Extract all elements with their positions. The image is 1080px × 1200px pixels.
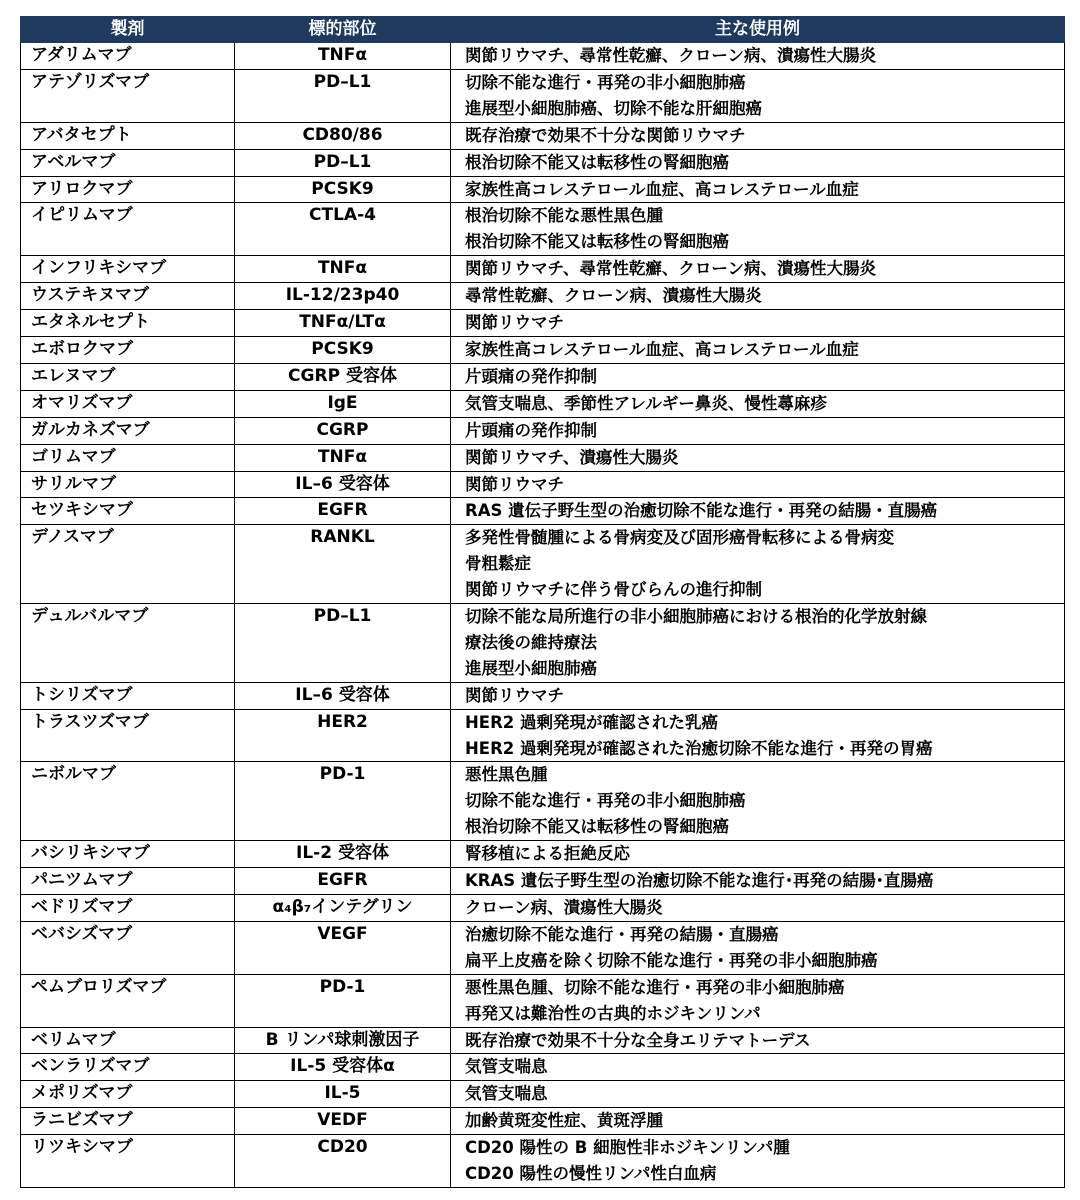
target-cell: PD-1 bbox=[235, 974, 451, 1027]
uses-cell bbox=[451, 417, 1065, 444]
drug-table bbox=[20, 16, 1065, 1188]
use-line: 関節リウマチ、尋常性乾癬、クローン病、潰瘍性大腸炎 bbox=[465, 46, 877, 65]
table-row bbox=[21, 390, 1065, 417]
drug-name-cell: ベンラリズマブ bbox=[21, 1054, 235, 1081]
drug-name-cell: ベドリズマブ bbox=[21, 895, 235, 922]
use-line: 悪性黒色腫、切除不能な進行・再発の非小細胞肺癌 bbox=[465, 977, 845, 997]
drug-name-cell: ウステキヌマブ bbox=[21, 283, 235, 310]
table-row bbox=[21, 1054, 1065, 1081]
uses-cell bbox=[451, 604, 1065, 683]
table-row bbox=[21, 868, 1065, 895]
table-row bbox=[21, 310, 1065, 337]
use-line: 気管支喘息 bbox=[465, 1084, 548, 1104]
drug-name-cell: デノスマブ bbox=[21, 525, 235, 604]
target-cell: PD–L1 bbox=[235, 69, 451, 122]
uses-cell bbox=[451, 1081, 1065, 1108]
drug-name-cell: サリルマブ bbox=[21, 471, 235, 498]
table-row bbox=[21, 203, 1065, 256]
table-row bbox=[21, 444, 1065, 471]
target-cell: VEGF bbox=[235, 921, 451, 974]
table-row bbox=[21, 682, 1065, 709]
uses-cell bbox=[451, 921, 1065, 974]
use-line: 片頭痛の発作抑制 bbox=[465, 366, 597, 386]
table-row bbox=[21, 283, 1065, 310]
uses-cell bbox=[451, 363, 1065, 390]
table-row bbox=[21, 122, 1065, 149]
table-row bbox=[21, 498, 1065, 525]
use-line: 気管支喘息、季節性アレルギー鼻炎、慢性蕁麻疹 bbox=[465, 393, 827, 413]
use-line: KRAS 遺伝子野生型の治癒切除不能な進行･再発の結腸･直腸癌 bbox=[465, 871, 934, 891]
target-cell: CGRP bbox=[235, 417, 451, 444]
use-line: 腎移植による拒絶反応 bbox=[465, 844, 630, 864]
uses-cell bbox=[451, 203, 1065, 256]
use-line: 進展型小細胞肺癌 bbox=[465, 658, 597, 678]
target-cell: EGFR bbox=[235, 498, 451, 525]
drug-name-cell: アベルマブ bbox=[21, 149, 235, 176]
table-row bbox=[21, 69, 1065, 122]
drug-name-cell: エレヌマブ bbox=[21, 363, 235, 390]
use-line: クローン病、潰瘍性大腸炎 bbox=[465, 898, 663, 917]
use-line: 切除不能な進行・再発の非小細胞肺癌 bbox=[465, 791, 746, 811]
use-line: HER2 過剰発現が確認された乳癌 bbox=[465, 712, 719, 732]
table-row bbox=[21, 363, 1065, 390]
drug-name-cell: セツキシマブ bbox=[21, 498, 235, 525]
target-cell: IL-12/23p40 bbox=[235, 283, 451, 310]
uses-cell bbox=[451, 283, 1065, 310]
target-cell: IL–6 受容体 bbox=[235, 471, 451, 498]
target-cell: EGFR bbox=[235, 868, 451, 895]
header-drug: 製剤 bbox=[21, 17, 235, 43]
table-row bbox=[21, 841, 1065, 868]
target-cell: CTLA-4 bbox=[235, 203, 451, 256]
use-line: 扁平上皮癌を除く切除不能な進行・再発の非小細胞肺癌 bbox=[465, 950, 878, 970]
uses-cell bbox=[451, 390, 1065, 417]
uses-cell bbox=[451, 868, 1065, 895]
target-cell: IL-2 受容体 bbox=[235, 841, 451, 868]
target-cell: B リンパ球刺激因子 bbox=[235, 1027, 451, 1054]
table-row bbox=[21, 149, 1065, 176]
use-line: 既存治療で効果不十分な全身エリテマトーデス bbox=[465, 1030, 811, 1050]
target-cell: IL-5 bbox=[235, 1081, 451, 1108]
target-cell: PD–L1 bbox=[235, 604, 451, 683]
table-header-row bbox=[21, 17, 1065, 43]
drug-name-cell: アテゾリズマブ bbox=[21, 69, 235, 122]
target-cell: PD-1 bbox=[235, 762, 451, 841]
table-row bbox=[21, 256, 1065, 283]
use-line: 切除不能な進行・再発の非小細胞肺癌 bbox=[465, 72, 746, 92]
target-cell: CD80/86 bbox=[235, 122, 451, 149]
drug-name-cell: ニボルマブ bbox=[21, 762, 235, 841]
use-line: 根治切除不能又は転移性の腎細胞癌 bbox=[465, 232, 729, 252]
table-row bbox=[21, 974, 1065, 1027]
drug-name-cell: ラニビズマブ bbox=[21, 1108, 235, 1135]
use-line: 加齢黄斑変性症、黄斑浮腫 bbox=[465, 1111, 663, 1131]
use-line: 悪性黒色腫 bbox=[465, 765, 548, 785]
table-row bbox=[21, 1081, 1065, 1108]
use-line: 関節リウマチ、尋常性乾癬、クローン病、潰瘍性大腸炎 bbox=[465, 259, 877, 279]
uses-cell bbox=[451, 841, 1065, 868]
uses-cell bbox=[451, 336, 1065, 363]
drug-name-cell: インフリキシマブ bbox=[21, 256, 235, 283]
use-line: 既存治療で効果不十分な関節リウマチ bbox=[465, 125, 746, 145]
drug-name-cell: エボロクマブ bbox=[21, 336, 235, 363]
target-cell: CGRP 受容体 bbox=[235, 363, 451, 390]
use-line: 関節リウマチに伴う骨びらんの進行抑制 bbox=[465, 580, 762, 600]
drug-name-cell: アバタセプト bbox=[21, 122, 235, 149]
uses-cell bbox=[451, 498, 1065, 525]
uses-cell bbox=[451, 444, 1065, 471]
use-line: 片頭痛の発作抑制 bbox=[465, 420, 597, 440]
drug-name-cell: オマリズマブ bbox=[21, 390, 235, 417]
uses-cell bbox=[451, 1054, 1065, 1081]
use-line: RAS 遺伝子野生型の治癒切除不能な進行・再発の結腸・直腸癌 bbox=[465, 501, 938, 521]
use-line: 尋常性乾癬、クローン病、潰瘍性大腸炎 bbox=[465, 286, 762, 306]
use-line: 家族性高コレステロール血症、高コレステロール血症 bbox=[465, 179, 859, 199]
uses-cell bbox=[451, 69, 1065, 122]
uses-cell bbox=[451, 1135, 1065, 1188]
use-line: 根治切除不能又は転移性の腎細胞癌 bbox=[465, 817, 729, 837]
table-row bbox=[21, 604, 1065, 683]
target-cell: α₄β₇インテグリン bbox=[235, 895, 451, 922]
uses-cell bbox=[451, 176, 1065, 203]
drug-name-cell: パニツムマブ bbox=[21, 868, 235, 895]
uses-cell bbox=[451, 149, 1065, 176]
target-cell: TNFα bbox=[235, 256, 451, 283]
uses-cell bbox=[451, 709, 1065, 762]
use-line: 関節リウマチ bbox=[465, 313, 564, 333]
drug-name-cell: ゴリムマブ bbox=[21, 444, 235, 471]
drug-name-cell: リツキシマブ bbox=[21, 1135, 235, 1188]
target-cell: IL–6 受容体 bbox=[235, 682, 451, 709]
use-line: 再発又は難治性の古典的ホジキンリンパ bbox=[465, 1003, 761, 1023]
drug-name-cell: トラスツズマブ bbox=[21, 709, 235, 762]
drug-table-container bbox=[20, 16, 1064, 1188]
table-row bbox=[21, 709, 1065, 762]
drug-name-cell: デュルバルマブ bbox=[21, 604, 235, 683]
uses-cell bbox=[451, 762, 1065, 841]
table-row bbox=[21, 921, 1065, 974]
use-line: 家族性高コレステロール血症、高コレステロール血症 bbox=[465, 339, 859, 359]
uses-cell bbox=[451, 1108, 1065, 1135]
drug-name-cell: ベバシズマブ bbox=[21, 921, 235, 974]
drug-name-cell: アダリムマブ bbox=[21, 43, 235, 70]
use-line: HER2 過剰発現が確認された治癒切除不能な進行・再発の胃癌 bbox=[465, 738, 933, 758]
uses-cell bbox=[451, 43, 1065, 70]
uses-cell bbox=[451, 895, 1065, 922]
use-line: 気管支喘息 bbox=[465, 1057, 548, 1077]
header-uses: 主な使用例 bbox=[451, 17, 1065, 43]
use-line: 関節リウマチ bbox=[465, 685, 564, 705]
table-row bbox=[21, 417, 1065, 444]
table-row bbox=[21, 176, 1065, 203]
uses-cell bbox=[451, 122, 1065, 149]
table-body bbox=[21, 43, 1065, 1188]
table-row bbox=[21, 1108, 1065, 1135]
target-cell: TNFα/LTα bbox=[235, 310, 451, 337]
target-cell: RANKL bbox=[235, 525, 451, 604]
target-cell: HER2 bbox=[235, 709, 451, 762]
target-cell: IL-5 受容体α bbox=[235, 1054, 451, 1081]
drug-name-cell: バシリキシマブ bbox=[21, 841, 235, 868]
target-cell: TNFα bbox=[235, 43, 451, 70]
uses-cell bbox=[451, 974, 1065, 1027]
use-line: 根治切除不能又は転移性の腎細胞癌 bbox=[465, 152, 729, 172]
uses-cell bbox=[451, 1027, 1065, 1054]
drug-name-cell: エタネルセプト bbox=[21, 310, 235, 337]
drug-name-cell: イピリムマブ bbox=[21, 203, 235, 256]
use-line: 骨粗鬆症 bbox=[465, 554, 531, 574]
target-cell: CD20 bbox=[235, 1135, 451, 1188]
drug-name-cell: ベリムマブ bbox=[21, 1027, 235, 1054]
target-cell: PCSK9 bbox=[235, 336, 451, 363]
use-line: 多発性骨髄腫による骨病変及び固形癌骨転移による骨病変 bbox=[465, 528, 894, 548]
table-row bbox=[21, 895, 1065, 922]
use-line: 関節リウマチ bbox=[465, 474, 564, 494]
target-cell: PCSK9 bbox=[235, 176, 451, 203]
uses-cell bbox=[451, 310, 1065, 337]
drug-name-cell: アリロクマブ bbox=[21, 176, 235, 203]
target-cell: TNFα bbox=[235, 444, 451, 471]
uses-cell bbox=[451, 471, 1065, 498]
header-target: 標的部位 bbox=[235, 17, 451, 43]
uses-cell bbox=[451, 682, 1065, 709]
table-row bbox=[21, 471, 1065, 498]
drug-name-cell: ガルカネズマブ bbox=[21, 417, 235, 444]
use-line: 療法後の維持療法 bbox=[465, 632, 597, 652]
drug-name-cell: トシリズマブ bbox=[21, 682, 235, 709]
table-row bbox=[21, 525, 1065, 604]
uses-cell bbox=[451, 256, 1065, 283]
use-line: 根治切除不能な悪性黒色腫 bbox=[465, 206, 663, 226]
table-row bbox=[21, 1135, 1065, 1188]
table-row bbox=[21, 762, 1065, 841]
use-line: CD20 陽性の B 細胞性非ホジキンリンパ腫 bbox=[465, 1138, 790, 1158]
table-row bbox=[21, 1027, 1065, 1054]
use-line: 進展型小細胞肺癌、切除不能な肝細胞癌 bbox=[465, 98, 762, 118]
use-line: 関節リウマチ、潰瘍性大腸炎 bbox=[465, 447, 679, 467]
drug-name-cell: メポリズマブ bbox=[21, 1081, 235, 1108]
target-cell: IgE bbox=[235, 390, 451, 417]
table-row bbox=[21, 43, 1065, 70]
uses-cell bbox=[451, 525, 1065, 604]
use-line: 切除不能な局所進行の非小細胞肺癌における根治的化学放射線 bbox=[465, 607, 927, 627]
target-cell: PD–L1 bbox=[235, 149, 451, 176]
drug-name-cell: ペムブロリズマブ bbox=[21, 974, 235, 1027]
target-cell: VEDF bbox=[235, 1108, 451, 1135]
use-line: 治癒切除不能な進行・再発の結腸・直腸癌 bbox=[465, 924, 779, 944]
use-line: CD20 陽性の慢性リンパ性白血病 bbox=[465, 1164, 717, 1184]
table-row bbox=[21, 336, 1065, 363]
